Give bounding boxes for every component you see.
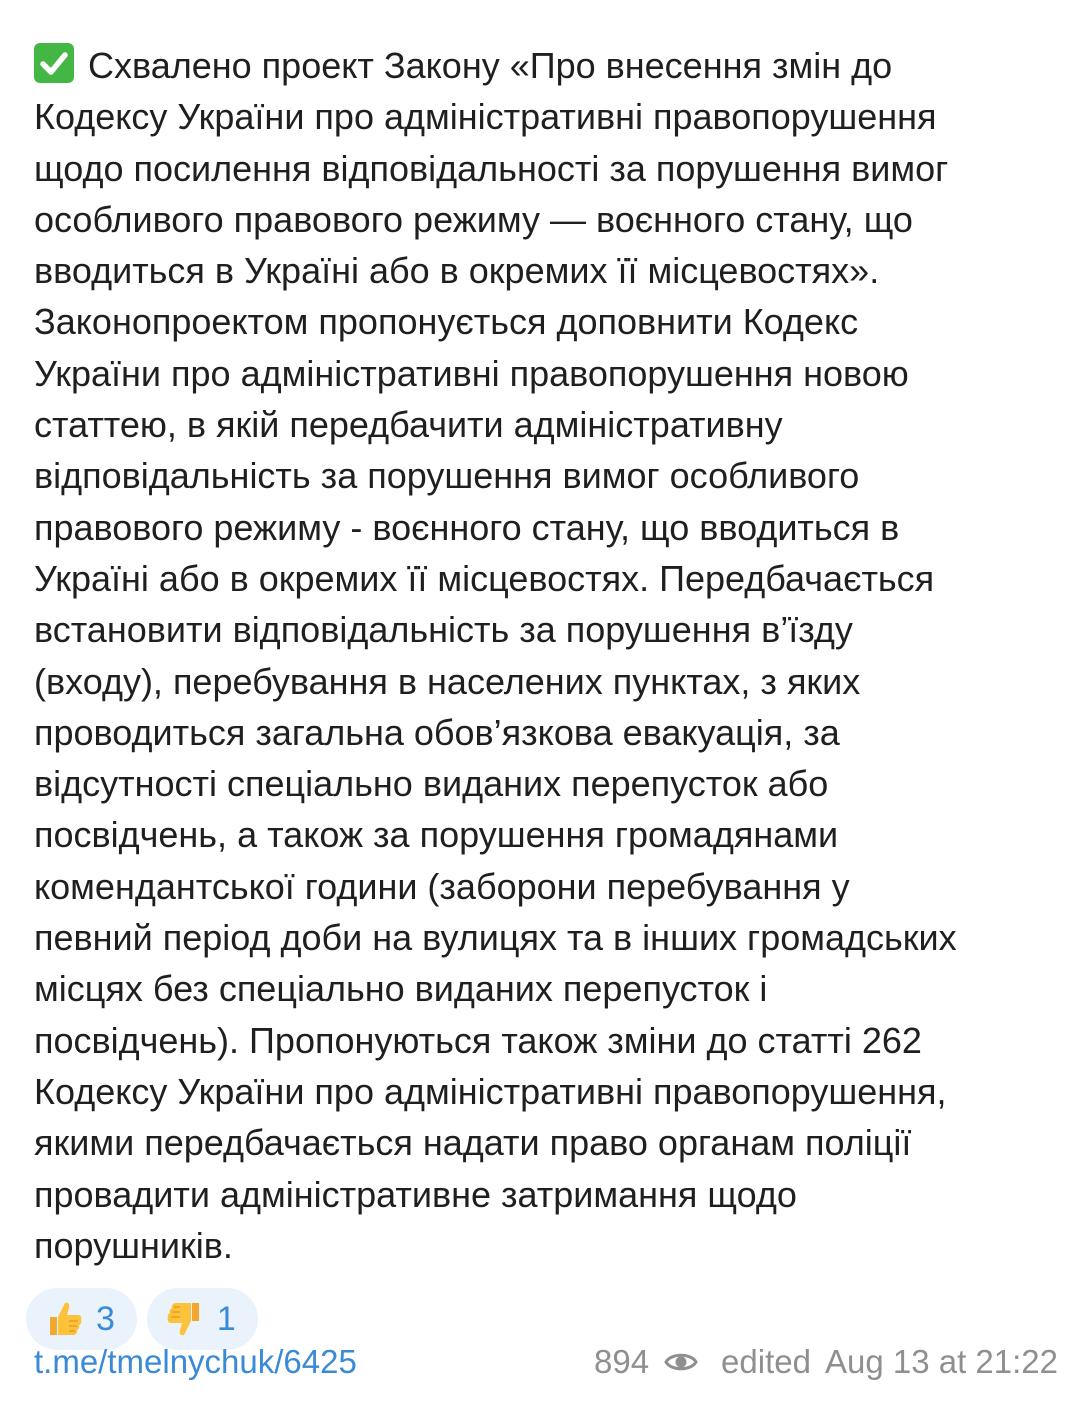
eye-icon <box>663 1344 699 1380</box>
view-count: 894 <box>593 1343 650 1380</box>
message-footer <box>34 1340 1058 1384</box>
message-meta <box>594 1340 1058 1384</box>
check-mark-icon <box>34 43 74 83</box>
message-text <box>34 40 1064 1271</box>
message-timestamp: Aug 13 at 21:22 <box>824 1343 1058 1380</box>
message-body: Схвалено проект Закону «Про внесення змін до Кодексу України про адміністративні правопорушення щодо посилення відповідальності за порушення вимог особливого правового режиму — воєнного стану, що вводиться в Україні або в окремих її місцевостях». Законопроектом пропонується доповнити Кодекс України про адміністративні правопорушення новою статтею, в якій передбачити адміністративну відповідальність за порушення вимог особливого правового режиму - воєнного стану, що вводиться в Україні або в окремих її місцевостях. Передбачається встановити відповідальність за порушення в’їзду (входу), перебування в населених пунктах, з яких проводиться загальна обов’язкова евакуація, за відсутності спеціально виданих перепусток або посвідчень, а також за порушення громадянами комендантської години (заборони перебування у певний період доби на вулицях та в інших громадських місцях без спеціально виданих перепусток і посвідчень). Пропонуються також зміни до статті 262 Кодексу України про адміністративні правопорушення, якими передбачається надати право органам поліції провадити адміністративне затримання щодо порушників. <box>34 45 957 1266</box>
thumbs-down-icon <box>163 1297 207 1341</box>
thumbs-up-icon <box>42 1297 86 1341</box>
edited-label: edited <box>721 1343 811 1380</box>
reaction-thumbs-up-count: 3 <box>96 1299 115 1338</box>
post-link[interactable]: t.me/tmelnychuk/6425 <box>34 1343 357 1380</box>
reaction-thumbs-down-count: 1 <box>216 1299 236 1338</box>
